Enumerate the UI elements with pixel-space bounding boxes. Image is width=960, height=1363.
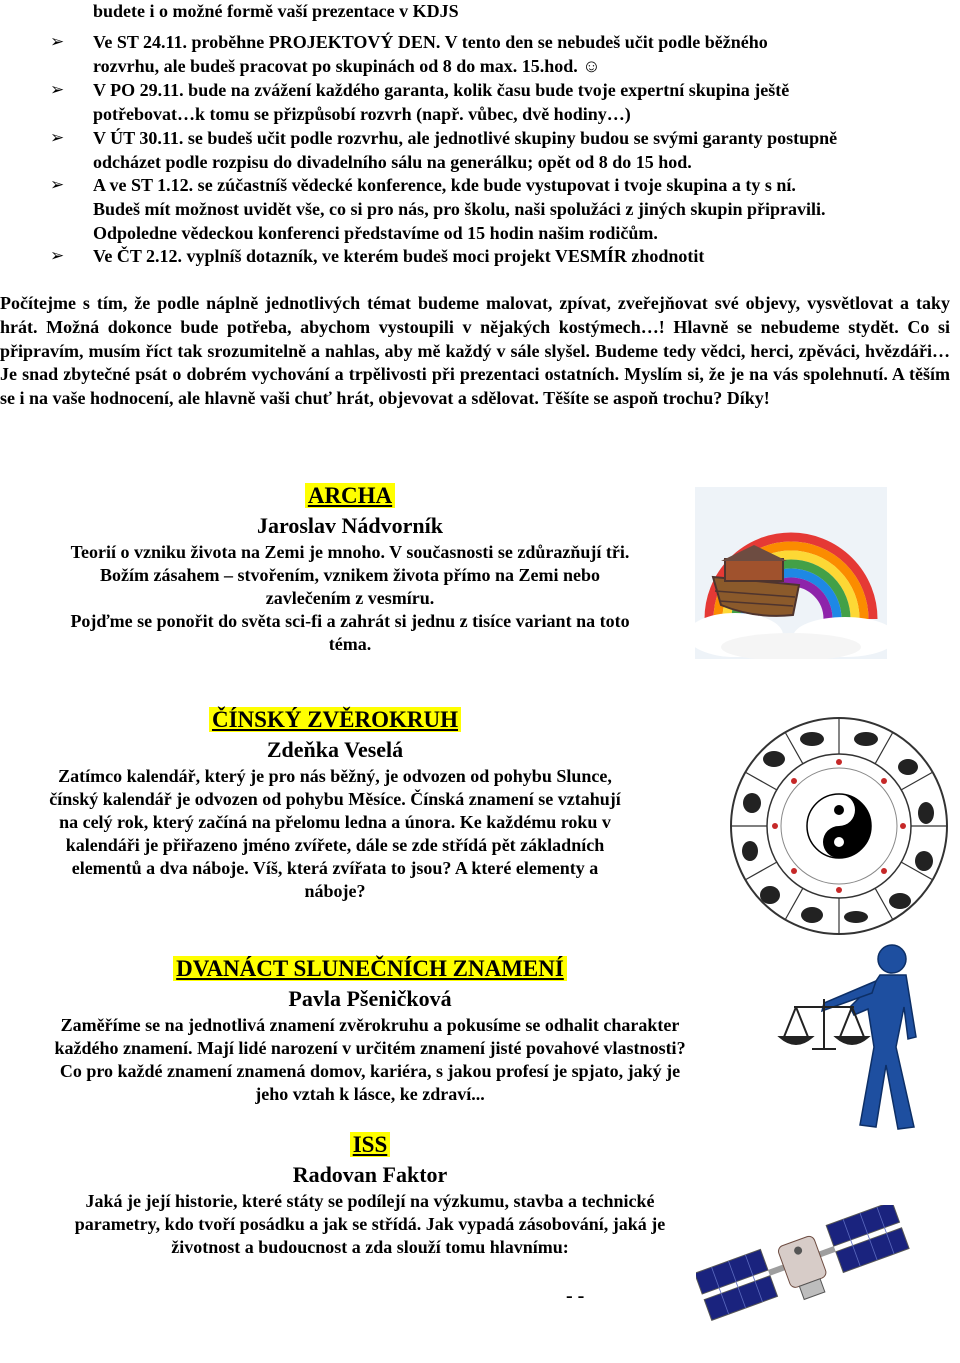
intro-line: Budeš mít možnost uvidět vše, co si pro nás, pro školu, naši spolužáci z jiných skupin připravili. xyxy=(93,199,826,219)
section-title: ARCHA xyxy=(305,483,395,508)
section-title: ČÍNSKÝ ZVĚROKRUH xyxy=(209,707,461,732)
intro-line: odcházet podle rozpisu do divadelního sálu na generálku; opět od 8 do 15 hod. xyxy=(93,152,692,172)
section-zverokruh xyxy=(0,706,670,903)
section-line: čínský kalendář je odvozen od pohybu Měsíce. Čínská znamení se vztahují xyxy=(49,789,621,809)
section-iss xyxy=(0,1131,740,1259)
section-author: Pavla Pšeničková xyxy=(288,986,452,1011)
section-line: téma. xyxy=(328,634,372,654)
section-author: Radovan Faktor xyxy=(292,1162,448,1187)
section-archa xyxy=(0,482,700,656)
intro-paragraph: Počítejme s tím, že podle náplně jednotlivých témat budeme malovat, zpívat, zveřejňovat své objevy, vysvětlovat a taky hrát. Možná dokonce bude potřeba, abychom vystoupili v nějakých kostýmech…! Hlavně se nebudeme stydět. Co si připravím, musím říct tak srozumitelně a nahlas, aby mě každý v sále slyšel. Budeme tedy vědci, herci, zpěváci, hvězdáři… Je snad zbytečné psát o dobrém vychování a trpělivosti při prezentaci ostatních. Myslím si, že je na vás spolehnutí. A těším se i na vaše hodnocení, ale hlavně vaši chuť hrát, objevovat a sdělovat. Těšíte se aspoň trochu? Díky! xyxy=(0,293,950,409)
spacecraft-illustration xyxy=(696,1205,918,1345)
bullet-arrow-icon: ➢ xyxy=(50,175,65,195)
intro-line: V PO 29.11. bude na zvážení každého garanta, kolik času bude tvoje expertní skupina ještě xyxy=(93,80,790,100)
intro-line: A ve ST 1.12. se zúčastníš vědecké konference, kde bude vystupovat i tvoje skupina a ty s ní. xyxy=(93,175,796,195)
bullet-arrow-icon: ➢ xyxy=(50,128,65,148)
section-title: DVANÁCT SLUNEČNÍCH ZNAMENÍ xyxy=(173,956,567,981)
section-line: elementů a dva náboje. Víš, která zvířata to jsou? A které elementy a xyxy=(71,858,599,878)
section-line: Jaká je její historie, které státy se podílejí na výzkumu, stavba a technické xyxy=(85,1191,655,1211)
intro-line: Ve ST 24.11. proběhne PROJEKTOVÝ DEN. V tento den se nebudeš učit podle běžného xyxy=(93,32,768,52)
section-line: zavlečením z vesmíru. xyxy=(265,588,435,608)
libra-figure-illustration xyxy=(764,937,954,1142)
intro-line: Odpoledne vědeckou konferenci představíme od 15 hodin našim rodičům. xyxy=(93,223,658,243)
section-author: Jaroslav Nádvorník xyxy=(256,513,443,538)
section-line: Co pro každé znamení znamená domov, kariéra, s jakou profesí je spjato, jaký je xyxy=(59,1061,681,1081)
section-author: Zdeňka Veselá xyxy=(266,737,404,762)
section-line: Teorií o vzniku života na Zemi je mnoho. V současnosti se zdůrazňují tři. xyxy=(70,542,630,562)
intro-line: Ve ČT 2.12. vyplníš dotazník, ve kterém budeš moci projekt VESMÍR zhodnotit xyxy=(93,246,705,266)
section-line: každého znamení. Mají lidé narození v určitém znamení jisté povahové vlastnosti? xyxy=(54,1038,686,1058)
bullet-arrow-icon: ➢ xyxy=(50,246,65,266)
intro-line: V ÚT 30.11. se budeš učit podle rozvrhu, ale jednotlivé skupiny budou se svými garanty postupně xyxy=(93,128,838,148)
section-line: kalendáři je přiřazeno jméno zvířete, dále se zde střídá pět základních xyxy=(65,835,605,855)
section-line: jeho vztah k lásce, ke zdraví... xyxy=(255,1084,485,1104)
intro-line: potřebovat…k tomu se přizpůsobí rozvrh (např. vůbec, dvě hodiny…) xyxy=(93,104,631,124)
intro-line: budete i o možné formě vaší prezentace v KDJS xyxy=(93,1,459,21)
section-title: ISS xyxy=(350,1132,391,1157)
intro-line: rozvrhu, ale budeš pracovat po skupinách od 8 do max. 15.hod. ☺ xyxy=(93,56,601,76)
section-line: náboje? xyxy=(304,881,366,901)
section-line: Pojďme se ponořit do světa sci-fi a zahrát si jednu z tisíce variant na toto xyxy=(70,611,630,631)
section-znameni xyxy=(0,955,740,1106)
bullet-arrow-icon: ➢ xyxy=(50,80,65,100)
section-line: na celý rok, který začíná na přelomu ledna a února. Ke každému roku v xyxy=(59,812,611,832)
section-line: Zatímco kalendář, který je pro nás běžný, je odvozen od pohybu Slunce, xyxy=(58,766,612,786)
footer-mark: - - xyxy=(566,1285,585,1307)
section-line: životnost a budoucnost a zda slouží tomu hlavnímu: xyxy=(171,1237,569,1257)
section-line: Božím zásahem – stvořením, vznikem života přímo na Zemi nebo xyxy=(100,565,600,585)
ark-rainbow-illustration xyxy=(695,487,887,659)
section-line: parametry, kdo tvoří posádku a jak se střídá. Jak vypadá zásobování, jaká je xyxy=(74,1214,666,1234)
chinese-zodiac-wheel-illustration xyxy=(728,715,950,937)
section-line: Zaměříme se na jednotlivá znamení zvěrokruhu a pokusíme se odhalit charakter xyxy=(60,1015,680,1035)
bullet-arrow-icon: ➢ xyxy=(50,32,65,52)
